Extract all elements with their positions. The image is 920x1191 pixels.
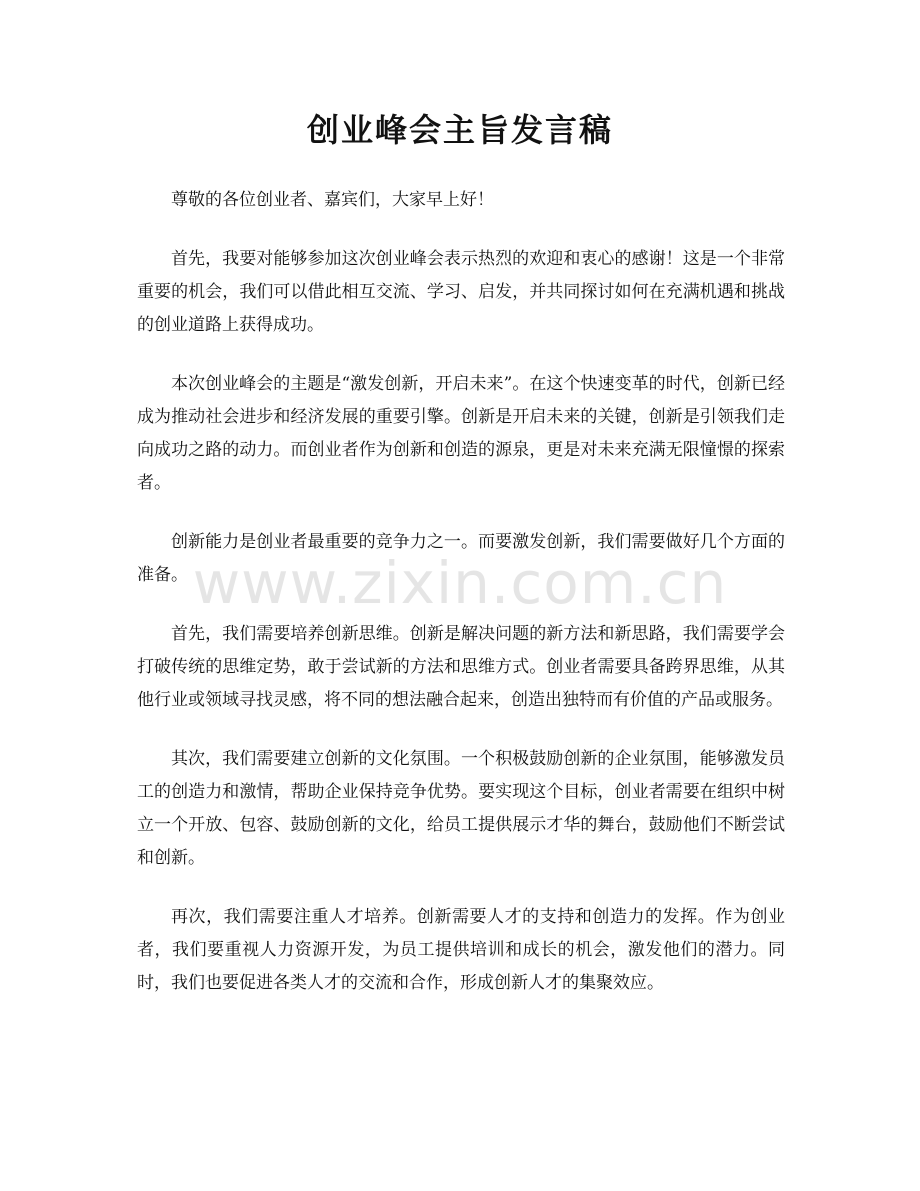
paragraph-theme: 本次创业峰会的主题是“激发创新，开启未来”。在这个快速变革的时代，创新已经成为推动社会进步和经济发展的重要引擎。创新是开启未来的关键，创新是引领我们走向成功之路的动力。而创业者作为创新和创造的源泉，更是对未来充满无限憧憬的探索者。 <box>137 374 785 493</box>
paragraph-thanks: 首先，我要对能够参加这次创业峰会表示热烈的欢迎和衷心的感谢！这是一个非常重要的机会，我们可以借此相互交流、学习、启发，并共同探讨如何在充满机遇和挑战的创业道路上获得成功。 <box>137 249 785 335</box>
paragraph-innovation-ability: 创新能力是创业者最重要的竞争力之一。而要激发创新，我们需要做好几个方面的准备。 <box>137 532 785 585</box>
document-body <box>137 184 785 1026</box>
paragraph-greeting: 尊敬的各位创业者、嘉宾们，大家早上好！ <box>171 190 494 210</box>
paragraph-innovation-culture: 其次，我们需要建立创新的文化氛围。一个积极鼓励创新的企业氛围，能够激发员工的创造力和激情，帮助企业保持竞争优势。要实现这个目标，创业者需要在组织中树立一个开放、包容、鼓励创新的文化，给员工提供展示才华的舞台，鼓励他们不断尝试和创新。 <box>137 749 785 868</box>
paragraph-talent-cultivation: 再次，我们需要注重人才培养。创新需要人才的支持和创造力的发挥。作为创业者，我们要重视人力资源开发，为员工提供培训和成长的机会，激发他们的潜力。同时，我们也要促进各类人才的交流和合作，形成创新人才的集聚效应。 <box>137 907 785 993</box>
document-title: 创业峰会主旨发言稿 <box>306 111 613 149</box>
watermark: www.zixin.com.cn <box>192 549 728 617</box>
paragraph-innovative-thinking: 首先，我们需要培养创新思维。创新是解决问题的新方法和新思路，我们需要学会打破传统的思维定势，敢于尝试新的方法和思维方式。创业者需要具备跨界思维，从其他行业或领域寻找灵感，将不同的想法融合起来，创造出独特而有价值的产品或服务。 <box>137 624 785 710</box>
